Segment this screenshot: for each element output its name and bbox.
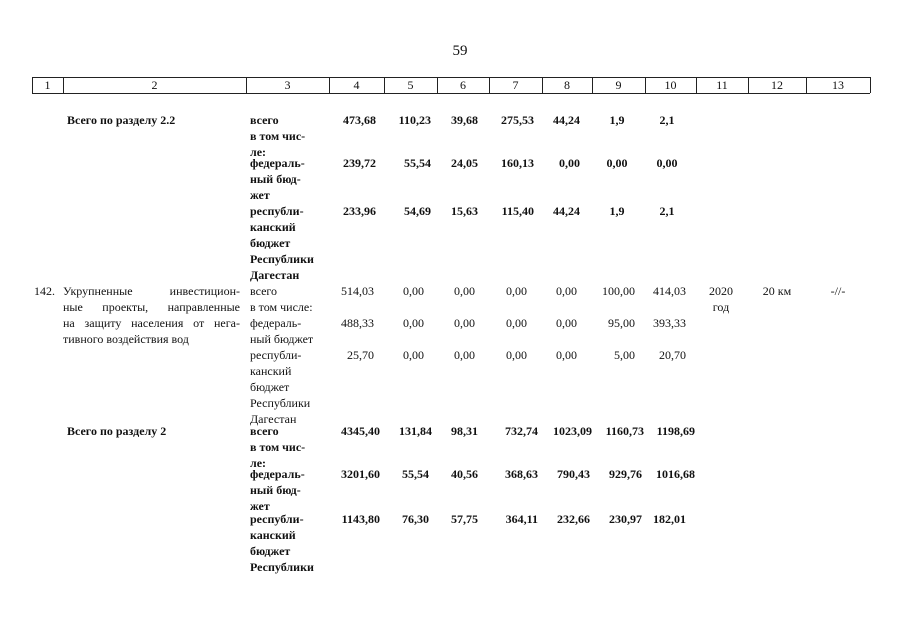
funding-source <box>250 315 326 347</box>
cell-col-8: 44,24 <box>553 204 580 218</box>
funding-source <box>250 466 326 514</box>
source-line: Дагестан <box>250 412 297 426</box>
source-line: федераль- <box>250 467 305 481</box>
cell-col-8: 790,43 <box>557 467 590 481</box>
description-line: ные проекты, направленные <box>63 300 240 314</box>
source-line: Республики <box>250 396 311 410</box>
source-line: жет <box>250 499 270 513</box>
cell-col-4: 4345,40 <box>341 424 380 438</box>
cell-col-5: 76,30 <box>402 512 429 526</box>
source-line: республи- <box>250 512 304 526</box>
cell-col-10: 0,00 <box>656 156 678 170</box>
header-col-7: 7 <box>512 78 519 92</box>
cell-col-9: 0,00 <box>606 156 628 170</box>
cell-col-4: 233,96 <box>343 204 376 218</box>
header-col-5: 5 <box>407 78 414 92</box>
source-line: ный бюд- <box>250 483 301 497</box>
source-line: Республики <box>250 560 314 574</box>
cell-col-13: -//- <box>830 284 846 298</box>
project-description <box>63 283 240 347</box>
cell-col-6: 0,00 <box>454 284 475 298</box>
cell-col-9: 929,76 <box>609 467 642 481</box>
cell-col-6: 57,75 <box>451 512 478 526</box>
cell-col-8: 0,00 <box>559 156 580 170</box>
source-line: ный бюд- <box>250 172 301 186</box>
page-number: 59 <box>452 43 468 59</box>
cell-col-8: 1023,09 <box>553 424 592 438</box>
cell-col-5: 55,54 <box>404 156 431 170</box>
cell-col-5: 131,84 <box>399 424 432 438</box>
cell-col-5: 110,23 <box>398 113 431 127</box>
funding-source <box>250 112 326 160</box>
header-col-1: 1 <box>44 78 51 92</box>
header-col-6: 6 <box>460 78 466 92</box>
cell-col-7: 275,53 <box>501 113 534 127</box>
cell-col-8: 0,00 <box>556 284 577 298</box>
cell-col-5: 0,00 <box>403 284 424 298</box>
cell-col-9: 5,00 <box>614 348 635 362</box>
cell-col-5: 54,69 <box>404 204 431 218</box>
source-line: всего <box>250 113 279 127</box>
source-line: жет <box>250 188 270 202</box>
cell-col-8: 0,00 <box>556 348 577 362</box>
cell-col-10: 414,03 <box>653 284 686 298</box>
cell-col-9: 1,9 <box>609 113 625 127</box>
header-col-10: 10 <box>664 78 677 92</box>
section-label: Всего по разделу 2 <box>67 424 167 438</box>
source-line: Дагестан <box>250 268 300 282</box>
source-line: канский <box>250 220 296 234</box>
cell-col-7: 0,00 <box>506 316 527 330</box>
source-line: федераль- <box>250 316 302 330</box>
cell-col-7: 732,74 <box>505 424 538 438</box>
header-col-13: 13 <box>832 78 844 92</box>
cell-col-5: 0,00 <box>403 348 424 362</box>
cell-col-4: 514,03 <box>341 284 374 298</box>
cell-col-5: 55,54 <box>402 467 429 481</box>
cell-col-4: 25,70 <box>347 348 374 362</box>
cell-col-6: 39,68 <box>451 113 478 127</box>
funding-source <box>250 423 326 471</box>
cell-col-8: 0,00 <box>556 316 577 330</box>
cell-col-10: 1198,69 <box>656 424 695 438</box>
header-divider <box>870 77 871 93</box>
source-line: республи- <box>250 348 302 362</box>
source-line: канский <box>250 528 296 542</box>
funding-source <box>250 283 326 315</box>
completion-year-unit: год <box>712 300 730 314</box>
section-label: Всего по разделу 2.2 <box>67 113 176 127</box>
cell-col-6: 15,63 <box>451 204 478 218</box>
cell-col-10: 1016,68 <box>656 467 695 481</box>
cell-col-6: 0,00 <box>454 316 475 330</box>
cell-col-10: 20,70 <box>659 348 686 362</box>
source-line: всего <box>250 424 279 438</box>
cell-col-7: 0,00 <box>506 348 527 362</box>
funding-source <box>250 155 326 203</box>
source-line: в том чис- <box>250 129 306 143</box>
source-line: федераль- <box>250 156 305 170</box>
source-line: бюджет <box>250 380 290 394</box>
cell-col-10: 182,01 <box>653 512 686 526</box>
cell-col-5: 0,00 <box>403 316 424 330</box>
cell-col-4: 473,68 <box>343 113 376 127</box>
cell-col-7: 0,00 <box>506 284 527 298</box>
description-line: Укрупненные инвестицион- <box>63 284 240 298</box>
source-line: ный бюджет <box>250 332 314 346</box>
cell-col-7: 115,40 <box>501 204 534 218</box>
cell-col-8: 232,66 <box>557 512 590 526</box>
description-line: тивного воздействия вод <box>63 332 189 346</box>
funding-source <box>250 347 326 427</box>
source-line: канский <box>250 364 292 378</box>
cell-col-8: 44,24 <box>553 113 580 127</box>
funding-source <box>250 203 326 283</box>
source-line: ле: <box>250 145 267 159</box>
cell-col-9: 100,00 <box>602 284 635 298</box>
cell-col-10: 2,1 <box>659 113 675 127</box>
cell-col-7: 364,11 <box>505 512 538 526</box>
cell-col-9: 95,00 <box>608 316 635 330</box>
cell-col-6: 98,31 <box>451 424 478 438</box>
cell-col-10: 2,1 <box>659 204 675 218</box>
header-col-8: 8 <box>564 78 570 92</box>
cell-col-4: 3201,60 <box>341 467 380 481</box>
header-col-12: 12 <box>771 78 783 92</box>
header-col-9: 9 <box>615 78 622 92</box>
source-line: ле: <box>250 456 267 470</box>
header-col-3: 3 <box>284 78 291 92</box>
cell-col-9: 230,97 <box>609 512 642 526</box>
source-line: бюджет <box>250 544 291 558</box>
source-line: республи- <box>250 204 304 218</box>
cell-col-6: 40,56 <box>451 467 478 481</box>
header-bottom-rule <box>32 93 870 94</box>
source-line: в том чис- <box>250 440 306 454</box>
cell-col-9: 1160,73 <box>605 424 644 438</box>
header-col-2: 2 <box>151 78 158 92</box>
cell-col-4: 488,33 <box>341 316 374 330</box>
cell-col-4: 1143,80 <box>341 512 380 526</box>
cell-col-7: 160,13 <box>501 156 534 170</box>
cell-col-12: 20 км <box>762 284 792 298</box>
cell-col-10: 393,33 <box>653 316 686 330</box>
funding-source <box>250 511 326 575</box>
source-line: всего <box>250 284 278 298</box>
header-col-4: 4 <box>353 78 360 92</box>
cell-col-4: 239,72 <box>343 156 376 170</box>
row-number: 142. <box>34 284 55 298</box>
source-line: Республики <box>250 252 314 266</box>
description-line: на защиту населения от нега- <box>63 316 240 330</box>
header-col-11: 11 <box>716 78 728 92</box>
cell-col-7: 368,63 <box>505 467 538 481</box>
cell-col-9: 1,9 <box>609 204 625 218</box>
source-line: в том числе: <box>250 300 313 314</box>
cell-col-6: 24,05 <box>451 156 478 170</box>
cell-col-6: 0,00 <box>454 348 475 362</box>
cell-col-11 <box>696 283 746 315</box>
source-line: бюджет <box>250 236 291 250</box>
completion-year: 2020 <box>709 284 733 298</box>
